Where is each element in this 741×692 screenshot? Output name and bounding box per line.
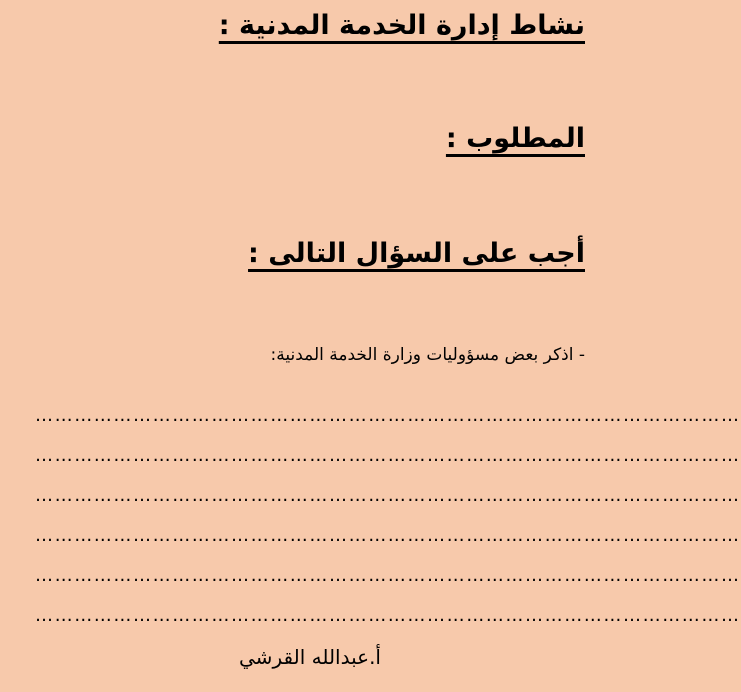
answer-line: ……………………………………………………………………………………………… [35, 485, 741, 506]
answer-line: ……………………………………………………………………………………………… [35, 405, 741, 426]
instruction-heading: أجب على السؤال التالى : [248, 238, 585, 269]
answer-line: ……………………………………………………………………………………………… [35, 605, 741, 626]
required-heading: المطلوب : [445, 123, 585, 154]
answer-line: ……………………………………………………………………………………………… [35, 525, 741, 546]
question-text: - اذكر بعض مسؤوليات وزارة الخدمة المدنية: [270, 345, 585, 365]
answer-line: ……………………………………………………………………………………………… [35, 445, 741, 466]
answer-line: ……………………………………………………………………………………………… [35, 565, 741, 586]
activity-title: نشاط إدارة الخدمة المدنية : [218, 10, 585, 41]
author-signature: أ.عبدالله القرشي [239, 645, 381, 669]
